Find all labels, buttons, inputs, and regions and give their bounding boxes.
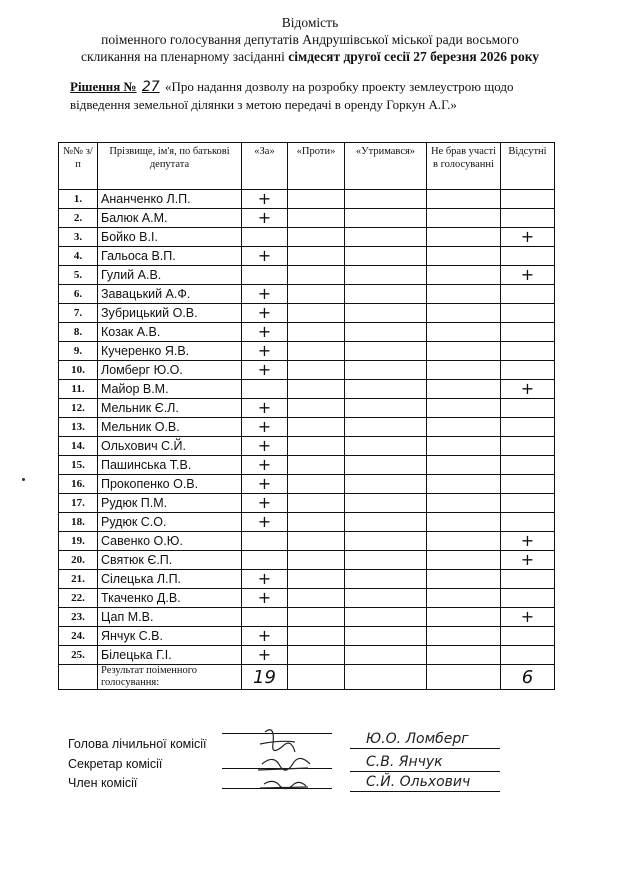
vote-abstain-cell bbox=[345, 399, 427, 418]
vote-for-cell: + bbox=[242, 361, 288, 380]
vote-abstain-cell bbox=[345, 456, 427, 475]
vote-absent-cell bbox=[501, 285, 555, 304]
vote-abstain-cell bbox=[345, 418, 427, 437]
vote-absent-cell: + bbox=[501, 228, 555, 247]
result-not-voting bbox=[427, 665, 501, 690]
decision-block bbox=[70, 78, 590, 113]
col-absent: Відсутні bbox=[501, 143, 555, 190]
table-row bbox=[59, 418, 555, 437]
vote-absent-cell: + bbox=[501, 266, 555, 285]
vote-not-voting-cell bbox=[427, 532, 501, 551]
vote-not-voting-cell bbox=[427, 589, 501, 608]
vote-not-voting-cell bbox=[427, 513, 501, 532]
secretary-name-line bbox=[350, 771, 500, 772]
deputy-name: Ольхович С.Й. bbox=[98, 437, 242, 456]
table-row bbox=[59, 589, 555, 608]
vote-for-cell bbox=[242, 266, 288, 285]
vote-absent-cell bbox=[501, 627, 555, 646]
row-number: 10. bbox=[59, 361, 98, 380]
row-number: 3. bbox=[59, 228, 98, 247]
deputy-name: Козак А.В. bbox=[98, 323, 242, 342]
vote-not-voting-cell bbox=[427, 570, 501, 589]
vote-not-voting-cell bbox=[427, 418, 501, 437]
stray-dot bbox=[22, 478, 25, 481]
secretary-name: С.В. Янчук bbox=[366, 754, 443, 770]
deputy-name: Савенко О.Ю. bbox=[98, 532, 242, 551]
vote-against-cell bbox=[288, 608, 345, 627]
vote-table bbox=[58, 142, 555, 690]
vote-for-cell: + bbox=[242, 209, 288, 228]
vote-absent-cell bbox=[501, 456, 555, 475]
vote-absent-cell bbox=[501, 475, 555, 494]
session-date: сімдесят другої сесії 27 березня 2026 року bbox=[288, 49, 540, 64]
row-number: 25. bbox=[59, 646, 98, 665]
row-number: 7. bbox=[59, 304, 98, 323]
table-row bbox=[59, 399, 555, 418]
row-number: 13. bbox=[59, 418, 98, 437]
result-against bbox=[288, 665, 345, 690]
row-number: 5. bbox=[59, 266, 98, 285]
vote-absent-cell: + bbox=[501, 551, 555, 570]
deputy-name: Білецька Г.І. bbox=[98, 646, 242, 665]
col-not-voting: Не брав участі в голосуванні bbox=[427, 143, 501, 190]
vote-abstain-cell bbox=[345, 437, 427, 456]
result-abstain bbox=[345, 665, 427, 690]
vote-abstain-cell bbox=[345, 285, 427, 304]
vote-against-cell bbox=[288, 627, 345, 646]
vote-for-cell: + bbox=[242, 399, 288, 418]
row-number: 1. bbox=[59, 190, 98, 209]
vote-table-header bbox=[59, 143, 555, 190]
deputy-name: Мельник О.В. bbox=[98, 418, 242, 437]
vote-against-cell bbox=[288, 247, 345, 266]
vote-absent-cell bbox=[501, 399, 555, 418]
vote-absent-cell bbox=[501, 342, 555, 361]
table-row bbox=[59, 247, 555, 266]
vote-abstain-cell bbox=[345, 475, 427, 494]
row-number: 24. bbox=[59, 627, 98, 646]
table-row bbox=[59, 209, 555, 228]
deputy-name: Бойко В.І. bbox=[98, 228, 242, 247]
deputy-name: Гулий А.В. bbox=[98, 266, 242, 285]
vote-absent-cell bbox=[501, 209, 555, 228]
vote-not-voting-cell bbox=[427, 285, 501, 304]
vote-abstain-cell bbox=[345, 380, 427, 399]
vote-for-cell: + bbox=[242, 513, 288, 532]
vote-not-voting-cell bbox=[427, 494, 501, 513]
vote-abstain-cell bbox=[345, 323, 427, 342]
vote-against-cell bbox=[288, 551, 345, 570]
deputy-name: Цап М.В. bbox=[98, 608, 242, 627]
row-number: 12. bbox=[59, 399, 98, 418]
vote-absent-cell bbox=[501, 418, 555, 437]
table-row bbox=[59, 304, 555, 323]
col-for: «За» bbox=[242, 143, 288, 190]
deputy-name: Балюк А.М. bbox=[98, 209, 242, 228]
vote-abstain-cell bbox=[345, 361, 427, 380]
row-number: 2. bbox=[59, 209, 98, 228]
vote-abstain-cell bbox=[345, 209, 427, 228]
vote-against-cell bbox=[288, 209, 345, 228]
col-against: «Проти» bbox=[288, 143, 345, 190]
vote-against-cell bbox=[288, 323, 345, 342]
vote-for-cell: + bbox=[242, 627, 288, 646]
deputy-name: Сілецька Л.П. bbox=[98, 570, 242, 589]
row-number: 22. bbox=[59, 589, 98, 608]
row-number: 4. bbox=[59, 247, 98, 266]
table-row bbox=[59, 570, 555, 589]
vote-abstain-cell bbox=[345, 494, 427, 513]
vote-not-voting-cell bbox=[427, 209, 501, 228]
row-number: 18. bbox=[59, 513, 98, 532]
vote-abstain-cell bbox=[345, 190, 427, 209]
deputy-name: Гальоса В.П. bbox=[98, 247, 242, 266]
row-number: 8. bbox=[59, 323, 98, 342]
vote-against-cell bbox=[288, 532, 345, 551]
row-number: 15. bbox=[59, 456, 98, 475]
row-number: 9. bbox=[59, 342, 98, 361]
vote-for-cell: + bbox=[242, 304, 288, 323]
row-number: 6. bbox=[59, 285, 98, 304]
vote-abstain-cell bbox=[345, 513, 427, 532]
vote-against-cell bbox=[288, 380, 345, 399]
vote-abstain-cell bbox=[345, 589, 427, 608]
vote-abstain-cell bbox=[345, 646, 427, 665]
vote-abstain-cell bbox=[345, 551, 427, 570]
deputy-name: Мельник Є.Л. bbox=[98, 399, 242, 418]
vote-not-voting-cell bbox=[427, 190, 501, 209]
table-row bbox=[59, 494, 555, 513]
vote-not-voting-cell bbox=[427, 266, 501, 285]
vote-abstain-cell bbox=[345, 627, 427, 646]
deputy-name: Рудюк П.М. bbox=[98, 494, 242, 513]
deputy-name: Кучеренко Я.В. bbox=[98, 342, 242, 361]
table-row bbox=[59, 342, 555, 361]
chair-name-line bbox=[350, 748, 500, 749]
vote-not-voting-cell bbox=[427, 323, 501, 342]
row-number: 19. bbox=[59, 532, 98, 551]
vote-not-voting-cell bbox=[427, 399, 501, 418]
vote-against-cell bbox=[288, 418, 345, 437]
vote-not-voting-cell bbox=[427, 247, 501, 266]
table-row bbox=[59, 228, 555, 247]
vote-absent-cell bbox=[501, 190, 555, 209]
vote-against-cell bbox=[288, 494, 345, 513]
table-row bbox=[59, 646, 555, 665]
vote-abstain-cell bbox=[345, 304, 427, 323]
row-number: 20. bbox=[59, 551, 98, 570]
vote-absent-cell bbox=[501, 247, 555, 266]
vote-for-cell bbox=[242, 532, 288, 551]
vote-for-cell: + bbox=[242, 342, 288, 361]
result-for: 19 bbox=[242, 665, 288, 690]
vote-against-cell bbox=[288, 342, 345, 361]
vote-against-cell bbox=[288, 456, 345, 475]
decision-title-line2: відведення земельної ділянки з метою передачі в оренду Горкун А.Г.» bbox=[70, 97, 457, 112]
table-row bbox=[59, 323, 555, 342]
vote-not-voting-cell bbox=[427, 304, 501, 323]
row-number: 14. bbox=[59, 437, 98, 456]
vote-against-cell bbox=[288, 589, 345, 608]
vote-abstain-cell bbox=[345, 247, 427, 266]
vote-against-cell bbox=[288, 285, 345, 304]
table-row bbox=[59, 380, 555, 399]
deputy-name: Майор В.М. bbox=[98, 380, 242, 399]
vote-against-cell bbox=[288, 646, 345, 665]
vote-absent-cell bbox=[501, 494, 555, 513]
deputy-name: Ткаченко Д.В. bbox=[98, 589, 242, 608]
vote-abstain-cell bbox=[345, 570, 427, 589]
decision-number: 27 bbox=[141, 79, 160, 95]
vote-for-cell: + bbox=[242, 570, 288, 589]
table-row bbox=[59, 361, 555, 380]
deputy-name: Завацький А.Ф. bbox=[98, 285, 242, 304]
table-row bbox=[59, 190, 555, 209]
doc-subtitle-line1: поіменного голосування депутатів Андрушівської міської ради восьмого bbox=[101, 32, 519, 47]
vote-for-cell: + bbox=[242, 475, 288, 494]
vote-abstain-cell bbox=[345, 342, 427, 361]
vote-for-cell: + bbox=[242, 418, 288, 437]
vote-not-voting-cell bbox=[427, 475, 501, 494]
deputy-name: Пашинська Т.В. bbox=[98, 456, 242, 475]
vote-against-cell bbox=[288, 570, 345, 589]
chair-name: Ю.О. Ломберг bbox=[366, 731, 469, 747]
row-number: 21. bbox=[59, 570, 98, 589]
vote-absent-cell bbox=[501, 304, 555, 323]
vote-abstain-cell bbox=[345, 266, 427, 285]
vote-not-voting-cell bbox=[427, 380, 501, 399]
member-label: Член комісії bbox=[68, 776, 138, 790]
vote-against-cell bbox=[288, 228, 345, 247]
vote-absent-cell: + bbox=[501, 608, 555, 627]
vote-for-cell: + bbox=[242, 323, 288, 342]
member-name-line bbox=[350, 791, 500, 792]
vote-absent-cell bbox=[501, 361, 555, 380]
vote-abstain-cell bbox=[345, 532, 427, 551]
vote-against-cell bbox=[288, 513, 345, 532]
session-prefix: скликання на пленарному засіданні bbox=[80, 49, 289, 64]
signature-scribbles bbox=[250, 722, 320, 794]
secretary-label: Секретар комісії bbox=[68, 757, 163, 771]
table-row bbox=[59, 437, 555, 456]
table-row bbox=[59, 266, 555, 285]
vote-not-voting-cell bbox=[427, 608, 501, 627]
deputy-name: Прокопенко О.В. bbox=[98, 475, 242, 494]
table-row bbox=[59, 456, 555, 475]
vote-for-cell: + bbox=[242, 437, 288, 456]
vote-against-cell bbox=[288, 475, 345, 494]
vote-not-voting-cell bbox=[427, 646, 501, 665]
vote-against-cell bbox=[288, 266, 345, 285]
table-row bbox=[59, 475, 555, 494]
vote-abstain-cell bbox=[345, 228, 427, 247]
vote-absent-cell bbox=[501, 437, 555, 456]
row-number: 11. bbox=[59, 380, 98, 399]
vote-absent-cell bbox=[501, 323, 555, 342]
row-number: 17. bbox=[59, 494, 98, 513]
vote-for-cell bbox=[242, 608, 288, 627]
vote-for-cell: + bbox=[242, 190, 288, 209]
vote-for-cell: + bbox=[242, 247, 288, 266]
decision-title-line1: «Про надання дозволу на розробку проекту землеустрою щодо bbox=[164, 79, 514, 94]
col-number: №№ з/п bbox=[59, 143, 98, 190]
vote-not-voting-cell bbox=[427, 437, 501, 456]
vote-absent-cell: + bbox=[501, 532, 555, 551]
vote-not-voting-cell bbox=[427, 456, 501, 475]
table-row bbox=[59, 285, 555, 304]
vote-against-cell bbox=[288, 361, 345, 380]
doc-title: Відомість bbox=[281, 15, 339, 30]
deputy-name: Янчук С.В. bbox=[98, 627, 242, 646]
vote-for-cell bbox=[242, 380, 288, 399]
vote-not-voting-cell bbox=[427, 627, 501, 646]
result-empty-cell bbox=[59, 665, 98, 690]
table-row bbox=[59, 608, 555, 627]
result-row bbox=[59, 665, 555, 690]
table-row bbox=[59, 627, 555, 646]
table-row bbox=[59, 551, 555, 570]
col-name: Прізвище, ім'я, по батькові депутата bbox=[98, 143, 242, 190]
vote-against-cell bbox=[288, 304, 345, 323]
deputy-name: Ананченко Л.П. bbox=[98, 190, 242, 209]
deputy-name: Зубрицький О.В. bbox=[98, 304, 242, 323]
vote-absent-cell bbox=[501, 570, 555, 589]
doc-subtitle-line2 bbox=[0, 48, 620, 65]
vote-against-cell bbox=[288, 437, 345, 456]
vote-absent-cell bbox=[501, 513, 555, 532]
deputy-name: Святюк Є.П. bbox=[98, 551, 242, 570]
chair-label: Голова лічильної комісії bbox=[68, 737, 207, 751]
member-name: С.Й. Ольхович bbox=[366, 774, 471, 790]
vote-absent-cell: + bbox=[501, 380, 555, 399]
vote-absent-cell bbox=[501, 646, 555, 665]
row-number: 23. bbox=[59, 608, 98, 627]
vote-for-cell: + bbox=[242, 589, 288, 608]
vote-for-cell: + bbox=[242, 456, 288, 475]
result-label: Результат поіменного голосування: bbox=[98, 665, 242, 690]
deputy-name: Ломберг Ю.О. bbox=[98, 361, 242, 380]
row-number: 16. bbox=[59, 475, 98, 494]
vote-absent-cell bbox=[501, 589, 555, 608]
vote-not-voting-cell bbox=[427, 342, 501, 361]
table-row bbox=[59, 513, 555, 532]
vote-for-cell: + bbox=[242, 494, 288, 513]
vote-for-cell: + bbox=[242, 285, 288, 304]
vote-against-cell bbox=[288, 399, 345, 418]
vote-not-voting-cell bbox=[427, 228, 501, 247]
vote-against-cell bbox=[288, 190, 345, 209]
vote-not-voting-cell bbox=[427, 361, 501, 380]
col-abstain: «Утримався» bbox=[345, 143, 427, 190]
vote-for-cell bbox=[242, 228, 288, 247]
vote-abstain-cell bbox=[345, 608, 427, 627]
vote-not-voting-cell bbox=[427, 551, 501, 570]
deputy-name: Рудюк С.О. bbox=[98, 513, 242, 532]
decision-label: Рішення № bbox=[70, 79, 137, 94]
vote-for-cell bbox=[242, 551, 288, 570]
vote-for-cell: + bbox=[242, 646, 288, 665]
table-row bbox=[59, 532, 555, 551]
result-absent: 6 bbox=[501, 665, 555, 690]
